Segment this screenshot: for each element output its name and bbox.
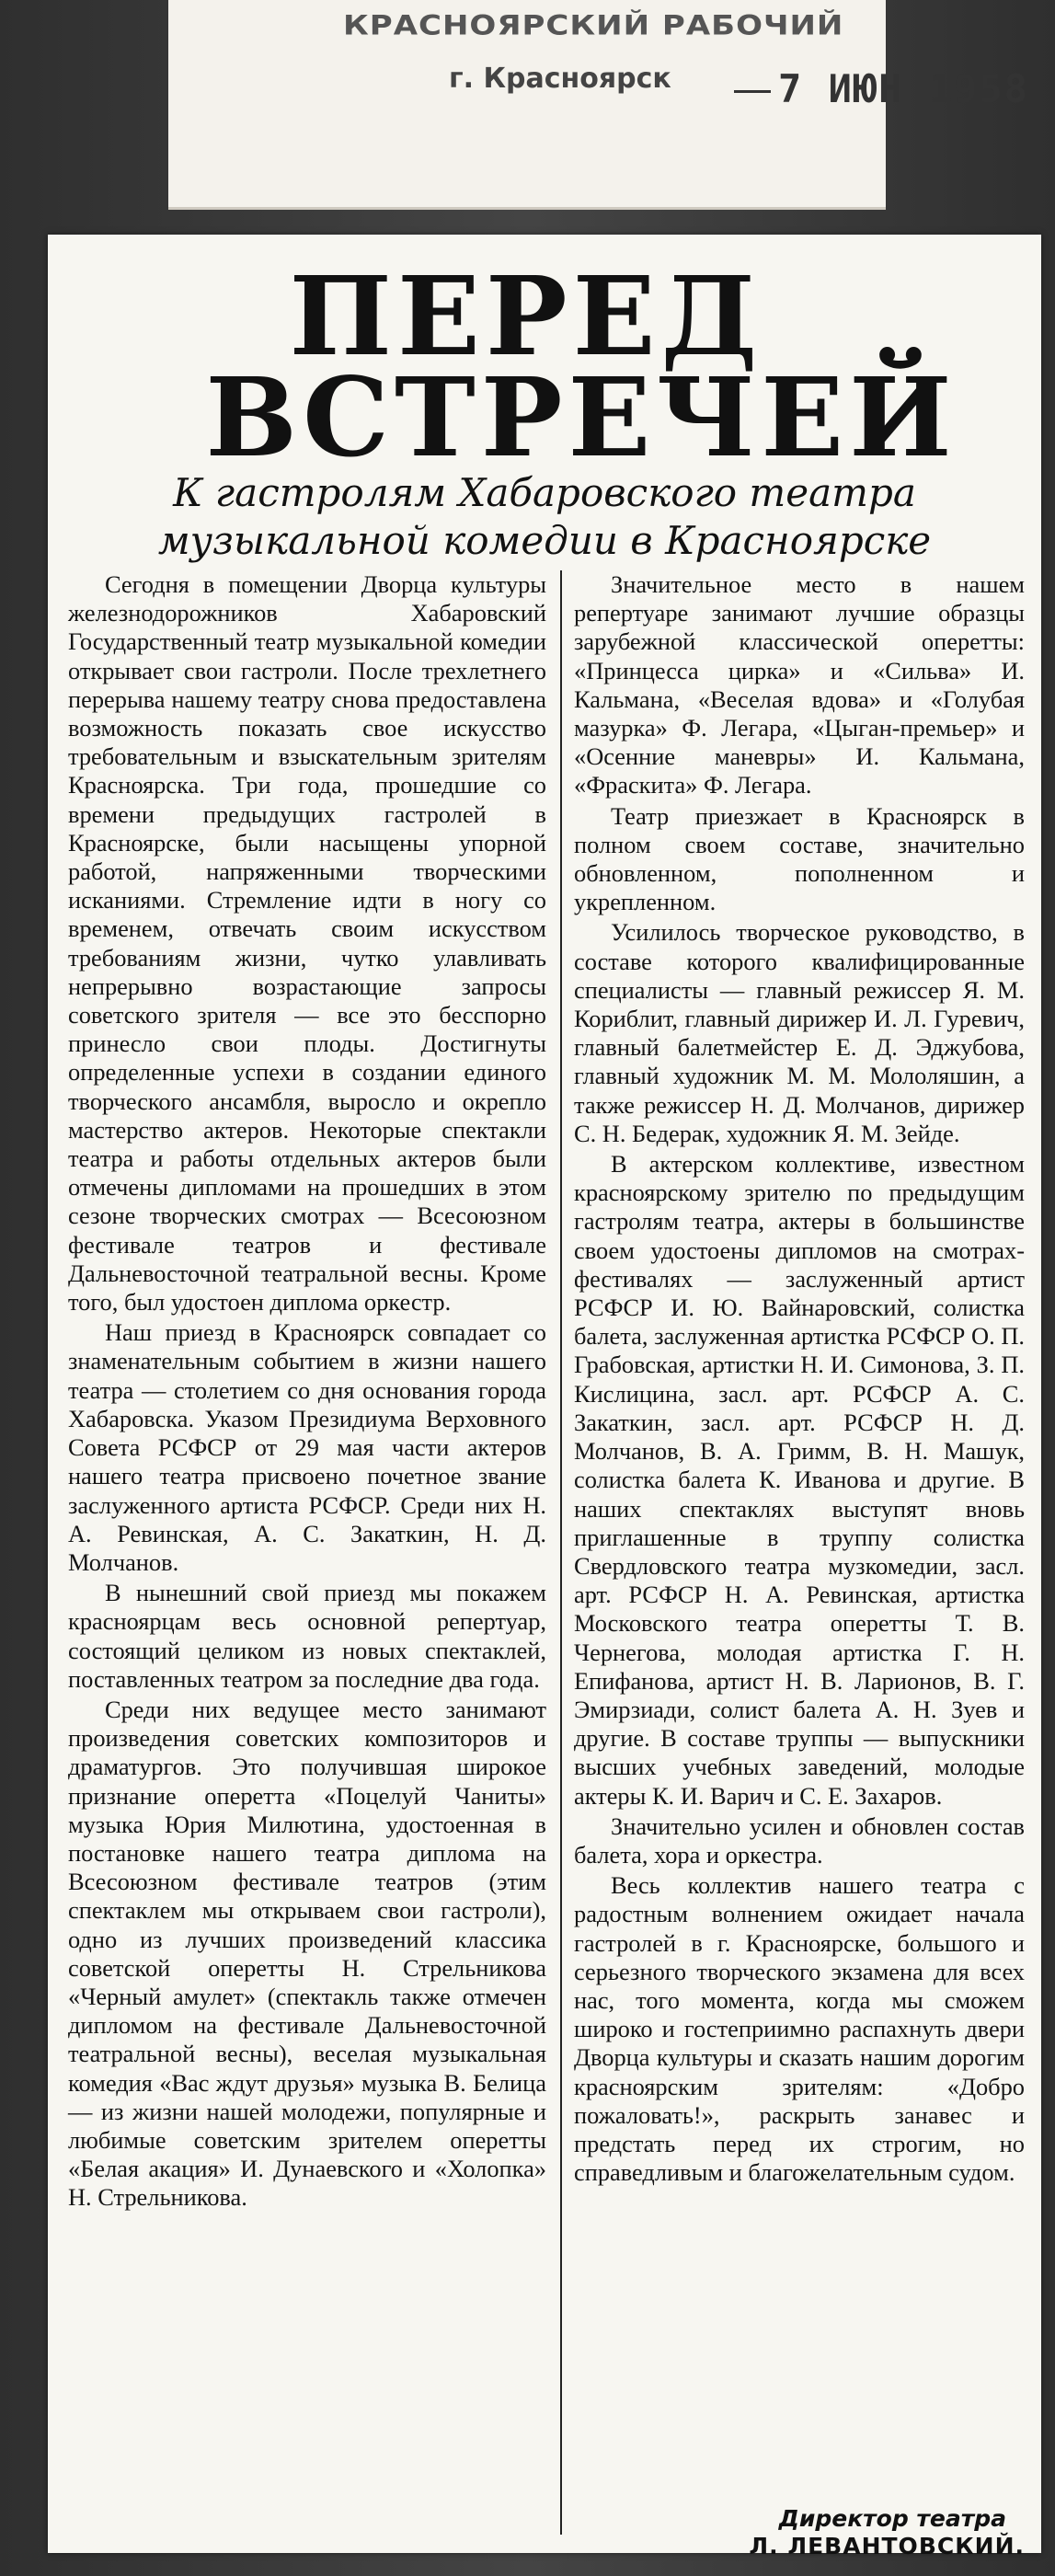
signature-name: Л. ЛЕВАНТОВСКИЙ. [749, 2533, 1025, 2559]
headline-line-1: ПЕРЕД [289, 252, 763, 380]
newspaper-name: КРАСНОЯРСКИЙ РАБОЧИЙ [343, 10, 844, 41]
dash-mark [734, 90, 771, 93]
headline-line-2: ВСТРЕЧЕЙ [205, 353, 958, 481]
newspaper-clipping [48, 235, 1041, 2559]
stamp-date [734, 66, 1029, 111]
article-paragraph: Сегодня в помещении Дворца культуры железнодорожников Хабаровский Государственный театр музыкальной комедии открывает свои гастроли. После трехлетнего перерыва нашему театру снова предоставлена возможность показать свое искусство требовательным и взыскательным зрителям Красноярска. Три года, прошедшие со времени предыдущих гастролей в Красноярске, были насыщены упорной работой, напряженными творческими исканиями. Стремление идти в ногу со временем, отвечать своим искусством требованиям жизни, чутко улавливать непрерывно возрастающие запросы советского зрителя — все это бесспорно принесло свои плоды. Достигнуты определенные успехи в создании единого творческого ансамбля, выросло и окрепло мастерство актеров. Некоторые спектакли театра и работы отдельных актеров были отмечены дипломами на прошедших в этом сезоне творческих смотрах — Всесоюзном фестивале театров и фестивале Дальневосточной театральной весны. Кроме того, был удостоен диплома оркестр. [68, 570, 546, 1317]
article-paragraph: Усилилось творческое руководство, в составе которого квалифицированные специалисты — главный режиссер Я. М. Кориблит, главный дирижер И. Л. Гуревич, главный балетмейстер Е. Д. Эджубова, главный художник М. М. Мололяшин, а также режиссер Н. Д. Молчанов, дирижер С. Н. Бедерак, художник Я. М. Зейде. [574, 918, 1025, 1147]
article-paragraph: В нынешний свой приезд мы покажем красноярцам весь основной репертуар, состоящий целиком из новых спектаклей, поставленных театром за последние два года. [68, 1579, 546, 1693]
article-paragraph: Театр приезжает в Красноярск в полном своем составе, значительно обновленном, пополненном и укрепленном. [574, 801, 1025, 916]
article-paragraph: Наш приезд в Красноярск совпадает со знаменательным событием в жизни нашего театра — столетием со дня основания города Хабаровска. Указом Президиума Верховного Совета РСФСР от 29 мая части актеров нашего театра присвоено почетное звание заслуженного артиста РСФСР. Среди них Н. А. Ревинская, А. С. Закаткин, Н. Д. Молчанов. [68, 1318, 546, 1576]
newspaper-city: г. Красноярск [449, 63, 671, 95]
article-paragraph: В актерском коллективе, известном красноярскому зрителю по предыдущим гастролям театра, актеры в большинстве своем удостоены дипломов на смотрах-фестивалях — заслуженный артист РСФСР И. Ю. Вайнаровский, солистка балета, заслуженная артистка РСФСР О. П. Грабовская, артистки Н. И. Симонова, З. П. Кислицина, засл. арт. РСФСР А. С. Закаткин, засл. арт. РСФСР Н. Д. Молчанов, В. А. Гримм, В. Н. Машук, солистка балета К. Иванова и другие. В наших спектаклях выступят вновь приглашенные в труппу солистка Свердловского театра музкомедии, засл. арт. РСФСР Н. А. Ревинская, артистка Московского театра оперетты Т. В. Чернегова, молодая артистка Г. Н. Епифанова, артист Н. В. Ларионов, В. Г. Эмирзиади, солист балета А. Н. Зуев и другие. В составе труппы — выпускники высших учебных заведений, молодые актеры К. И. Варич и С. Е. Захаров. [574, 1150, 1025, 1810]
article-column-left [68, 570, 546, 2214]
signature-role: Директор театра [778, 2505, 1006, 2532]
article-paragraph: Весь коллектив нашего театра с радостным волнением ожидает начала гастролей в г. Красноярске, большого и серьезного творческого экзамена для всех нас, того момента, когда мы сможем широко и гостеприимно распахнуть двери Дворца культуры и сказать нашим дорогим красноярским зрителям: «Добро пожаловать!», раскрыть занавес и предстать перед их строгим, но справедливым и благожелательным судом. [574, 1871, 1025, 2187]
article-column-right [574, 570, 1025, 2189]
clipping-stamp [168, 0, 1029, 210]
article-paragraph: Значительно усилен и обновлен состав балета, хора и оркестра. [574, 1811, 1025, 1869]
subheadline [48, 469, 1041, 565]
subheadline-line-2: музыкальной комедии в Красноярске [157, 518, 932, 563]
article-paragraph: Среди них ведущее место занимают произведения советских композиторов и драматургов. Это получившая широкое признание оперетта «Поцелуй Чаниты» музыка Юрия Милютина, удостоенная в постановке нашего театра диплома на Всесоюзном фестивале театров (этим спектаклем мы открываем свои гастроли), одно из лучших произведений классика советской оперетты Н. Стрельникова «Черный амулет» (спектакль также отмечен дипломом на фестивале Дальневосточной театральной весны), веселая музыкальная комедия «Вас ждут друзья» музыка В. Белица — из жизни нашей молодежи, популярные и любимые советским зрителем оперетты «Белая акация» И. Дунаевского и «Холопка» Н. Стрельникова. [68, 1695, 546, 2212]
column-divider [560, 570, 562, 2535]
stamp-date-text: 7 ИЮН 1958 [778, 66, 1029, 111]
article-paragraph: Значительное место в нашем репертуаре занимают лучшие образцы зарубежной классической оперетты: «Принцесса цирка» и «Сильва» И. Кальмана, «Веселая вдова» и «Голубая мазурка» Ф. Легара, «Цыган-премьер» и «Осенние маневры» И. Кальмана, «Фраскита» Ф. Легара. [574, 570, 1025, 799]
subheadline-line-1: К гастролям Хабаровского театра [173, 470, 916, 515]
signature [574, 2505, 1025, 2560]
